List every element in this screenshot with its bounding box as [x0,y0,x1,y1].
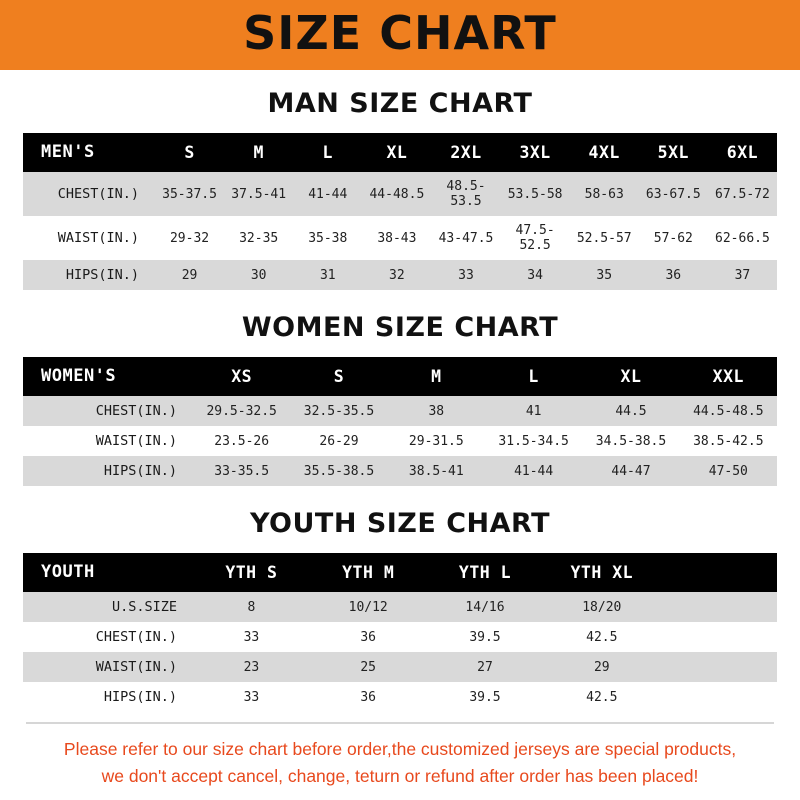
cell: 37 [734,267,751,283]
cell: 27 [477,659,493,675]
section-title-man: MAN SIZE CHART [267,88,533,119]
page-banner [0,0,800,70]
cell: 47-50 [708,463,748,479]
cell: 30 [250,267,267,283]
cell: 26-29 [319,433,359,449]
cell: 44-48.5 [369,186,425,202]
header-cell-3xl: 3XL [519,142,551,162]
header-cell-label: WOMEN'S [41,366,117,386]
cell: 58-63 [584,186,624,202]
cell: 36 [360,629,377,645]
table-header-row [23,553,777,592]
table-row [23,172,777,216]
row-label: WAIST(IN.) [57,230,139,246]
cell: 35 [596,267,613,283]
cell: 62-66.5 [715,230,770,246]
cell: 53.5-58 [507,186,563,202]
cell: 32.5-35.5 [303,403,375,419]
cell: 25 [360,659,377,675]
row-label: WAIST(IN.) [95,433,177,449]
footer-divider [26,722,774,724]
table-row [23,622,777,652]
youth-size-table [23,553,777,712]
table-header-row [23,357,777,396]
cell: 31.5-34.5 [498,433,569,449]
header-cell-label: MEN'S [41,142,95,162]
cell: 63-67.5 [645,186,701,202]
cell: 42.5 [586,689,618,705]
header-cell-5xl: 5XL [657,142,689,162]
table-row [23,592,777,622]
row-label: CHEST(IN.) [95,629,177,645]
cell: 41 [525,403,542,419]
header-cell-m: M [253,142,264,162]
page-title: SIZE CHART [243,6,557,60]
header-cell-l: L [322,142,333,162]
header-cell-xl: XL [386,142,408,162]
row-label: CHEST(IN.) [57,186,139,202]
cell: 38-43 [377,230,417,246]
cell: 38.5-41 [408,463,464,479]
cell [660,592,777,622]
cell: 42.5 [586,629,618,645]
table-row [23,682,777,712]
cell: 38 [428,403,445,419]
cell: 14/16 [465,599,505,615]
cell [660,682,777,712]
cell: 23 [243,659,260,675]
cell: 34 [527,267,543,283]
section-title-youth: YOUTH SIZE CHART [249,508,551,539]
cell: 39.5 [469,689,501,705]
cell: 8 [247,599,256,615]
cell: 52.5-57 [576,230,632,246]
header-cell-6xl: 6XL [726,142,759,162]
table-row [23,396,777,426]
header-cell-yth-m: YTH M [342,562,395,582]
row-label: WAIST(IN.) [95,659,177,675]
table-row [23,216,777,260]
cell: 35-37.5 [162,186,217,202]
cell [660,622,777,652]
cell: 57-62 [653,230,693,246]
footer-note-line-1: Please refer to our size chart before order,the customized jerseys are special products, [63,738,737,759]
section-title-women: WOMEN SIZE CHART [241,312,559,343]
cell: 18/20 [582,599,622,615]
table-row [23,426,777,456]
cell: 29 [593,659,610,675]
row-label: HIPS(IN.) [103,463,177,479]
cell: 32-35 [239,230,279,246]
cell: 47.5-52.5 [515,223,555,253]
cell: 44-47 [611,463,651,479]
cell: 23.5-26 [214,433,270,449]
cell: 33 [243,629,260,645]
cell: 34.5-38.5 [595,433,667,449]
header-cell-2xl: 2XL [450,142,482,162]
cell: 41-44 [514,463,554,479]
cell: 35-38 [308,230,348,246]
cell: 39.5 [469,629,501,645]
row-label: HIPS(IN.) [103,689,177,705]
cell: 32 [389,267,405,283]
cell: 33 [243,689,260,705]
cell: 43-47.5 [438,230,494,246]
header-cell-xxl: XXL [712,366,744,386]
man-size-table [23,133,777,290]
table-row [23,652,777,682]
header-cell-xs: XS [231,366,253,386]
women-size-table [23,357,777,486]
cell: 29.5-32.5 [206,403,277,419]
header-cell-4xl: 4XL [588,142,620,162]
header-cell-s: S [333,366,345,386]
header-cell-l: L [528,366,539,386]
header-cell-m: M [431,366,442,386]
header-cell-s: S [184,142,195,162]
header-cell-empty [660,553,777,592]
cell: 41-44 [308,186,348,202]
row-label: U.S.SIZE [111,599,177,615]
cell: 29 [181,267,198,283]
cell: 33 [458,267,474,283]
header-cell-yth-xl: YTH XL [570,562,634,582]
cell: 44.5 [615,403,647,419]
row-label: HIPS(IN.) [65,267,139,283]
row-label: CHEST(IN.) [95,403,177,419]
cell: 37.5-41 [231,186,287,202]
header-cell-yth-l: YTH L [458,562,512,582]
footer-note [0,736,800,790]
header-cell-xl: XL [620,366,642,386]
header-cell-label: YOUTH [41,562,95,582]
header-cell-yth-s: YTH S [225,562,278,582]
cell: 36 [360,689,377,705]
table-header-row [23,133,777,172]
cell: 48.5-53.5 [446,179,486,209]
cell: 38.5-42.5 [693,433,764,449]
table-row [23,456,777,486]
footer-note-line-2: we don't accept cancel, change, teturn or refund after order has been placed! [101,765,699,786]
cell: 10/12 [348,599,388,615]
cell: 35.5-38.5 [303,463,375,479]
cell: 44.5-48.5 [693,403,764,419]
cell: 31 [319,267,336,283]
cell [660,652,777,682]
cell: 33-35.5 [214,463,270,479]
cell: 29-31.5 [408,433,464,449]
table-row [23,260,777,290]
cell: 29-32 [169,230,210,246]
cell: 67.5-72 [715,186,770,202]
cell: 36 [665,267,682,283]
